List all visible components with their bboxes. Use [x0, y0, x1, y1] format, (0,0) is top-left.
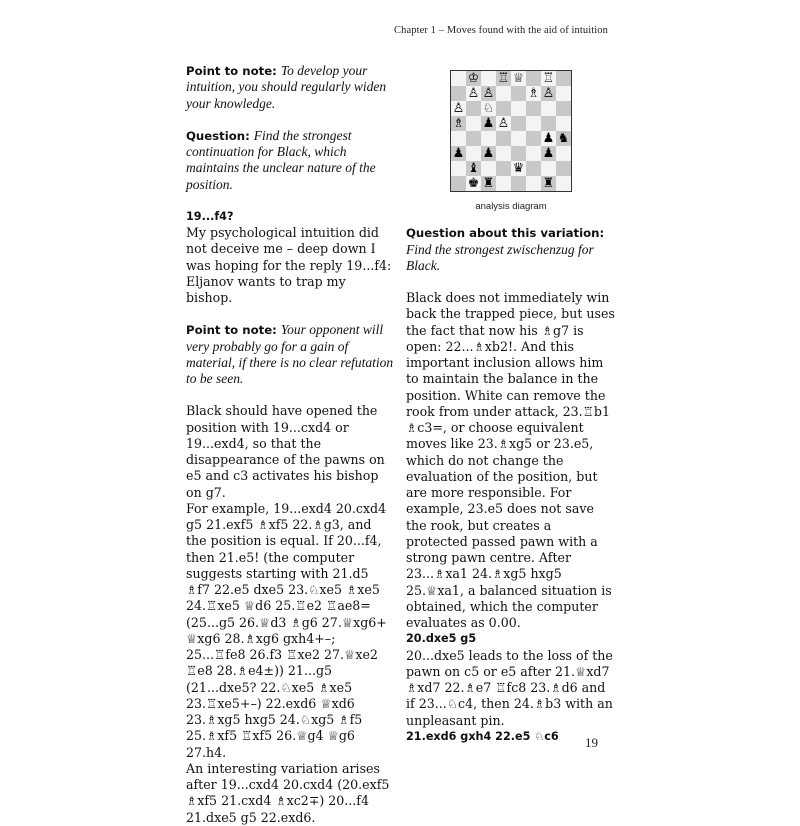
square-f4 — [526, 131, 541, 146]
square-c1 — [481, 176, 496, 191]
square-g3 — [541, 146, 556, 161]
square-c4 — [481, 131, 496, 146]
square-b5 — [466, 116, 481, 131]
square-h1 — [556, 176, 571, 191]
square-d5 — [496, 116, 511, 131]
square-b8 — [466, 71, 481, 86]
chess-piece-icon: ♙ — [482, 86, 495, 101]
chess-piece-icon: ♛ — [512, 161, 525, 176]
body-paragraph-5: Black does not immediately win back the trapped piece, but uses the fact that now his ♗g7 is open: 22...♗xb2!. And this important inclusion allows him to maintain the balance in the position. White can remove the rook from under attack, 23.♖b1 ♗c3=, or choose equivalent moves like 23.♗xg5 or 23.e5, which do not change the evaluation of the position, but are more responsible. For example, 23.e5 does not save the rook, but creates a protected passed pawn with a strong pawn centre. After 23...♗xa1 24.♗xg5 hxg5 25.♕xa1, a balanced situation is obtained, which the computer evaluates as 0.00. — [406, 290, 615, 630]
chess-piece-icon: ♟ — [542, 146, 555, 161]
square-h3 — [556, 146, 571, 161]
square-e2 — [511, 161, 526, 176]
body-paragraph-3: For example, 19...exd4 20.cxd4 g5 21.exf5 ♗xf5 22.♗g3, and the position is equal. If 20...f4, then 21.e5! (the computer suggests starting with 21.d5 ♗f7 22.e5 dxe5 23.♘xe5 ♗xe5 24.♖xe5 ♕d6 25.♖e2 ♖ae8= (25...g5 26.♕d3 ♗g6 27.♕xg6+ ♕xg6 28.♗xg6 gxh4+–; 25...♖fe8 26.f3 ♖xe2 27.♕xe2 ♖e8 28.♗e4±)) 21...g5 (21...dxe5? 22.♘xe5 ♗xe5 23.♖xe5+–) 22.exd6 ♕xd6 23.♗xg5 hxg5 24.♘xg5 ♗f5 25.♗xf5 ♖xf5 26.♕g4 ♕g6 27.h4. — [186, 500, 387, 760]
chessboard — [451, 71, 571, 191]
square-h4 — [556, 131, 571, 146]
chess-piece-icon: ♙ — [452, 101, 465, 116]
square-a6 — [451, 101, 466, 116]
square-f2 — [526, 161, 541, 176]
note-text-2: Your opponent will very probably go for a gain of material, if there is no clear refutation to be seen. — [186, 322, 394, 386]
square-f3 — [526, 146, 541, 161]
square-h2 — [556, 161, 571, 176]
chess-piece-icon: ♙ — [542, 86, 555, 101]
square-h5 — [556, 116, 571, 131]
body-paragraph-6: 20...dxe5 leads to the loss of the pawn on c5 or e5 after 21.♕xd7 ♗xd7 22.♗e7 ♖fc8 23.♗d6 and if 23...♘c4, then 24.♗b3 with an unpleasant pin. — [406, 647, 613, 728]
square-b6 — [466, 101, 481, 116]
square-b2 — [466, 161, 481, 176]
chess-piece-icon: ♖ — [542, 71, 555, 86]
chess-piece-icon: ♚ — [467, 176, 480, 191]
move-heading: 19...f4? — [186, 209, 234, 223]
square-a7 — [451, 86, 466, 101]
note-paragraph-2 — [186, 322, 394, 387]
square-e6 — [511, 101, 526, 116]
chess-piece-icon: ♟ — [452, 146, 465, 161]
square-f7 — [526, 86, 541, 101]
chess-piece-icon: ♕ — [512, 71, 525, 86]
question-label-2: Question about this variation: — [406, 226, 605, 241]
square-g6 — [541, 101, 556, 116]
square-f1 — [526, 176, 541, 191]
diagram-caption: analysis diagram — [475, 201, 547, 212]
chess-piece-icon: ♟ — [482, 146, 495, 161]
square-a2 — [451, 161, 466, 176]
question-paragraph-2 — [406, 225, 616, 274]
square-g1 — [541, 176, 556, 191]
square-b3 — [466, 146, 481, 161]
question-label: Question: — [186, 128, 250, 143]
chess-piece-icon: ♗ — [527, 86, 540, 101]
square-d6 — [496, 101, 511, 116]
square-d1 — [496, 176, 511, 191]
square-f8 — [526, 71, 541, 86]
body-paragraph: My psychological intuition did not deceive me – deep down I was hoping for the reply 19...f4: Eljanov wants to trap my bishop. — [186, 225, 392, 305]
square-a5 — [451, 116, 466, 131]
body-paragraph-2: Black should have opened the position with 19...cxd4 or 19...exd4, so that the disappearance of the pawns on e5 and c3 activates his bishop on g7. — [186, 403, 385, 500]
page-number: 19 — [585, 735, 598, 750]
chess-piece-icon: ♔ — [467, 71, 480, 86]
square-c2 — [481, 161, 496, 176]
square-e7 — [511, 86, 526, 101]
chess-piece-icon: ♟ — [542, 131, 555, 146]
chess-piece-icon: ♜ — [542, 176, 555, 191]
body-paragraph-4: An interesting variation arises after 19...cxd4 20.cxd4 (20.exf5 ♗xf5 21.cxd4 ♗xc2∓) 20...f4 21.dxe5 g5 22.exd6. — [186, 760, 390, 825]
chessboard-frame — [450, 70, 572, 192]
square-a1 — [451, 176, 466, 191]
square-h8 — [556, 71, 571, 86]
square-g4 — [541, 131, 556, 146]
square-a4 — [451, 131, 466, 146]
right-column — [406, 63, 616, 745]
square-c5 — [481, 116, 496, 131]
left-column — [186, 63, 394, 826]
chess-piece-icon: ♖ — [497, 71, 510, 86]
question-text: Find the strongest continuation for Black, which maintains the unclear nature of the position. — [186, 127, 376, 192]
square-d3 — [496, 146, 511, 161]
square-h7 — [556, 86, 571, 101]
square-a3 — [451, 146, 466, 161]
square-a8 — [451, 71, 466, 86]
square-d8 — [496, 71, 511, 86]
square-g2 — [541, 161, 556, 176]
question-paragraph — [186, 128, 394, 193]
square-e1 — [511, 176, 526, 191]
square-b1 — [466, 176, 481, 191]
square-c8 — [481, 71, 496, 86]
square-f5 — [526, 116, 541, 131]
square-c3 — [481, 146, 496, 161]
chess-piece-icon: ♙ — [497, 116, 510, 131]
square-d7 — [496, 86, 511, 101]
square-e3 — [511, 146, 526, 161]
chess-piece-icon: ♞ — [557, 131, 570, 146]
running-head: Chapter 1 – Moves found with the aid of intuition — [394, 25, 608, 36]
square-c7 — [481, 86, 496, 101]
chess-piece-icon: ♗ — [452, 116, 465, 131]
square-g5 — [541, 116, 556, 131]
question-text-2: Find the strongest zwischenzug for Black. — [406, 241, 594, 273]
square-g8 — [541, 71, 556, 86]
square-b7 — [466, 86, 481, 101]
note-paragraph — [186, 63, 394, 112]
square-g7 — [541, 86, 556, 101]
chess-piece-icon: ♙ — [467, 86, 480, 101]
square-b4 — [466, 131, 481, 146]
square-f6 — [526, 101, 541, 116]
chess-piece-icon: ♟ — [482, 116, 495, 131]
square-d2 — [496, 161, 511, 176]
move-heading-2: 20.dxe5 g5 — [406, 632, 477, 646]
chess-piece-icon: ♘ — [482, 101, 495, 116]
chess-piece-icon: ♝ — [467, 161, 480, 176]
square-h6 — [556, 101, 571, 116]
analysis-diagram — [406, 63, 616, 215]
note-text: To develop your intuition, you should regularly widen your knowledge. — [186, 63, 387, 111]
square-e8 — [511, 71, 526, 86]
square-e4 — [511, 131, 526, 146]
move-heading-3: 21.exd6 gxh4 22.e5 ♘c6 — [406, 729, 559, 743]
note-label-2: Point to note: — [186, 323, 277, 338]
note-label: Point to note: — [186, 64, 277, 78]
square-c6 — [481, 101, 496, 116]
chess-piece-icon: ♜ — [482, 176, 495, 191]
square-e5 — [511, 116, 526, 131]
square-d4 — [496, 131, 511, 146]
